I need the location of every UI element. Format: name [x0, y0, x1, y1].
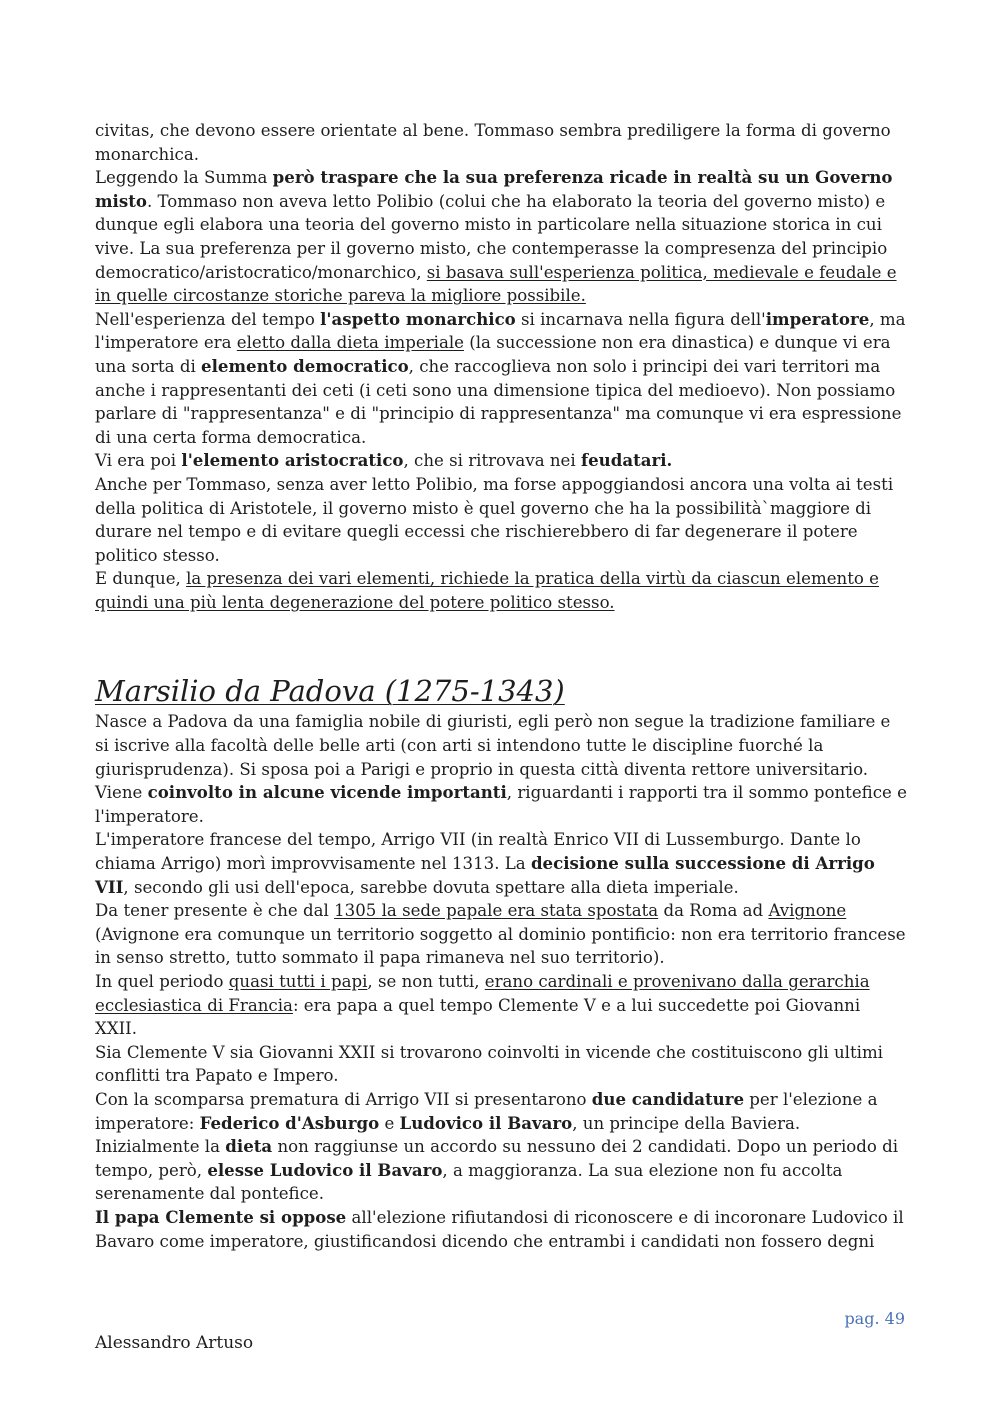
paragraph: Leggendo la Summa però traspare che la sua preferenza ricade in realtà su un Governo misto. Tommaso non aveva letto Polibio (colui che ha elaborato la teoria del governo misto) e dunque egli elabora una teoria del governo misto in particolare nella situazione storica in cui vive. La sua preferenza per il governo misto, che contemperasse la compresenza del principio democratico/aristocratico/monarchico, si basava sull'esperienza politica, medievale e feudale e in quelle circostanze storiche pareva la migliore possibile. [95, 167, 897, 306]
section-heading: Marsilio da Padova (1275-1343) [95, 674, 565, 709]
paragraph: Sia Clemente V sia Giovanni XXII si trovarono coinvolti in vicende che costituiscono gli ultimi conflitti tra Papato e Impero. [95, 1042, 883, 1086]
page-body [95, 119, 907, 1253]
paragraph: Il papa Clemente si oppose all'elezione rifiutandosi di riconoscere e di incoronare Ludovico il Bavaro come imperatore, giustificandosi dicendo che entrambi i candidati non fossero degni [95, 1206, 904, 1251]
paragraph: Viene coinvolto in alcune vicende importanti, riguardanti i rapporti tra il sommo pontefice e l'imperatore. [95, 782, 907, 826]
paragraph: In quel periodo quasi tutti i papi, se non tutti, erano cardinali e provenivano dalla gerarchia ecclesiastica di Francia: era papa a quel tempo Clemente V e a lui succedette poi Giovanni XXII. [95, 972, 870, 1039]
paragraph: Nell'esperienza del tempo l'aspetto monarchico si incarnava nella figura dell'imperatore, ma l'imperatore era eletto dalla dieta imperiale (la successione non era dinastica) e dunque vi era una sorta di elemento democratico, che raccoglieva non solo i principi dei vari territori ma anche i rappresentanti dei ceti (i ceti sono una dimensione tipica del medioevo). Non possiamo parlare di "rappresentanza" e di "principio di rappresentanza" ma comunque vi era espressione di una certa forma democratica. [95, 308, 906, 447]
paragraph: Nasce a Padova da una famiglia nobile di giuristi, egli però non segue la tradizione familiare e si iscrive alla facoltà delle belle arti (con arti si intendono tutte le discipline fuorché la giurisprudenza). Si sposa poi a Parigi e proprio in questa città diventa rettore universitario. [95, 712, 891, 779]
paragraph: civitas, che devono essere orientate al bene. Tommaso sembra prediligere la forma di governo monarchica. [95, 121, 891, 164]
paragraph: E dunque, la presenza dei vari elementi, richiede la pratica della virtù da ciascun elemento e quindi una più lenta degenerazione del potere politico stesso. [95, 569, 879, 612]
page-number: pag. 49 [844, 1309, 905, 1328]
paragraph: Anche per Tommaso, senza aver letto Polibio, ma forse appoggiandosi ancora una volta ai testi della politica di Aristotele, il governo misto è quel governo che ha la possibilità`maggiore di durare nel tempo e di evitare quegli eccessi che rischierebbero di far degenerare il potere politico stesso. [95, 474, 894, 565]
paragraph: Vi era poi l'elemento aristocratico, che si ritrovava nei feudatari. [95, 450, 673, 471]
paragraph: Da tener presente è che dal 1305 la sede papale era stata spostata da Roma ad Avignone (Avignone era comunque un territorio soggetto al dominio pontificio: non era territorio francese in senso stretto, tutto sommato il papa rimaneva nel suo territorio). [95, 901, 906, 968]
footer-author: Alessandro Artuso [95, 1333, 254, 1353]
paragraph: L'imperatore francese del tempo, Arrigo VII (in realtà Enrico VII di Lussemburgo. Dante lo chiama Arrigo) morì improvvisamente nel 1313. La decisione sulla successione di Arrigo VII, secondo gli usi dell'epoca, sarebbe dovuta spettare alla dieta imperiale. [95, 830, 875, 897]
paragraph: Con la scomparsa prematura di Arrigo VII si presentarono due candidature per l'elezione a imperatore: Federico d'Asburgo e Ludovico il Bavaro, un principe della Baviera. [95, 1088, 878, 1133]
paragraph: Inizialmente la dieta non raggiunse un accordo su nessuno dei 2 candidati. Dopo un periodo di tempo, però, elesse Ludovico il Bavaro, a maggioranza. La sua elezione non fu accolta serenamente dal pontefice. [95, 1136, 899, 1204]
